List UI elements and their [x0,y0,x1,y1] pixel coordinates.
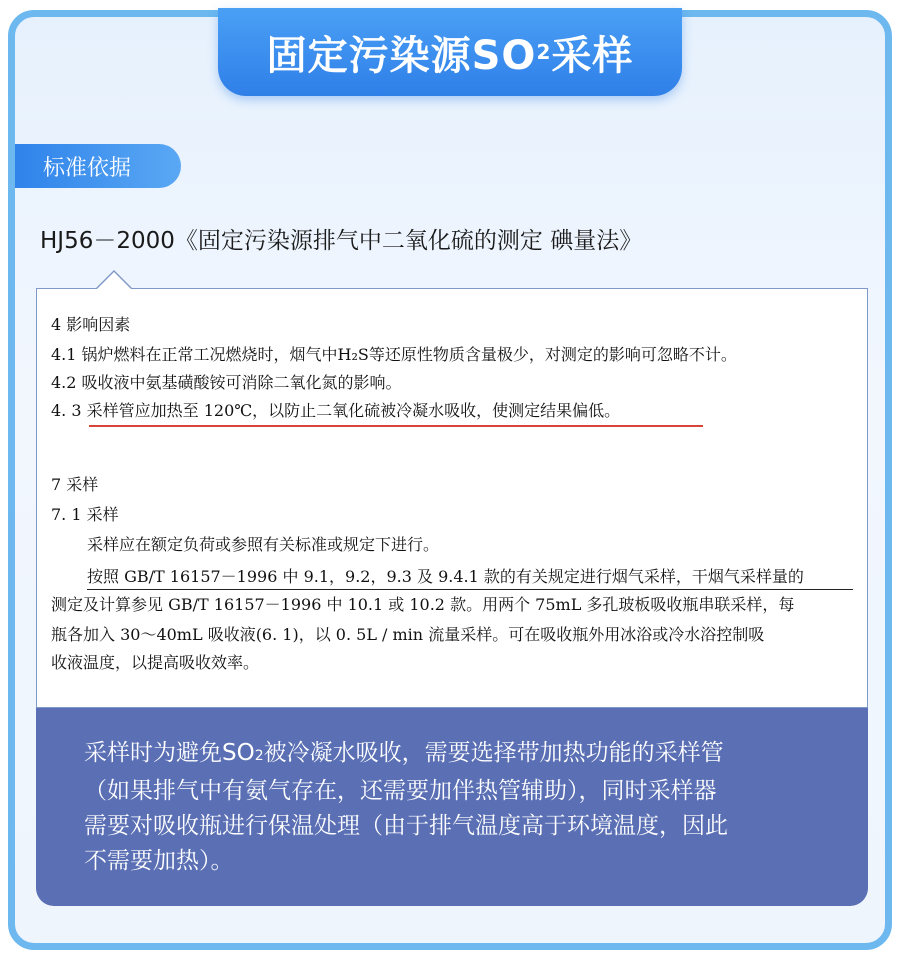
doc-line-4: 4. 3 采样管应加热至 120℃，以防止二氧化硫被冷凝水吸收，使测定结果偏低。 [51,401,621,420]
note-line-1-start: 采样时为避免SO [84,740,255,766]
doc-line-10: 瓶各加入 30～40mL 吸收液(6. 1)，以 0. 5L / min 流量采样。可在吸收瓶外用冰浴或冷水浴控制吸 [51,625,765,644]
title-tail: 采样 [551,32,634,79]
doc-line-2: 4.1 锅炉燃料在正常工况燃烧时，烟气中H₂S等还原性物质含量极少，对测定的影响可忽略不计。 [51,345,737,364]
note-line-2: （如果排气中有氨气存在，还需要加伴热管辅助），同时采样器 [84,778,717,804]
doc-line-7: 采样应在额定负荷或参照有关标准或规定下进行。 [87,535,440,554]
note-line-4: 不需要加热）。 [84,848,234,874]
doc-line-6: 7. 1 采样 [51,505,119,524]
black-underline [87,589,853,590]
section-label: 标准依据 [43,155,132,181]
page-title [218,8,682,96]
title-subscript: 2 [536,40,552,64]
red-underline [89,425,703,427]
doc-line-11: 收液温度，以提高吸收效率。 [51,653,260,672]
doc-line-9: 测定及计算参见 GB/T 16157－1996 中 10.1 或 10.2 款。用两个 75mL 多孔玻板吸收瓶串联采样，每 [51,595,795,614]
doc-line-8: 按照 GB/T 16157－1996 中 9.1，9.2，9.3 及 9.4.1 款的有关规定进行烟气采样，干烟气采样量的 [87,567,804,586]
standard-reference: HJ56－2000《固定污染源排气中二氧化硫的测定 碘量法》 [40,228,643,254]
title-main: 固定污染源SO [266,32,537,79]
explanation-note [36,708,868,906]
document-excerpt [36,288,868,708]
doc-line-3: 4.2 吸收液中氨基磺酸铵可消除二氧化氮的影响。 [51,373,402,392]
note-line-3: 需要对吸收瓶进行保温处理（由于排气温度高于环境温度，因此 [84,813,728,839]
section-label-pill [15,144,181,188]
callout-notch-fill [97,272,131,289]
note-line-1 [84,736,824,774]
doc-line-1: 4 影响因素 [51,315,131,334]
note-line-1-end: 被冷凝水吸收，需要选择带加热功能的采样管 [263,740,724,766]
note-subscript: 2 [254,748,264,764]
doc-line-5: 7 采样 [51,475,99,494]
